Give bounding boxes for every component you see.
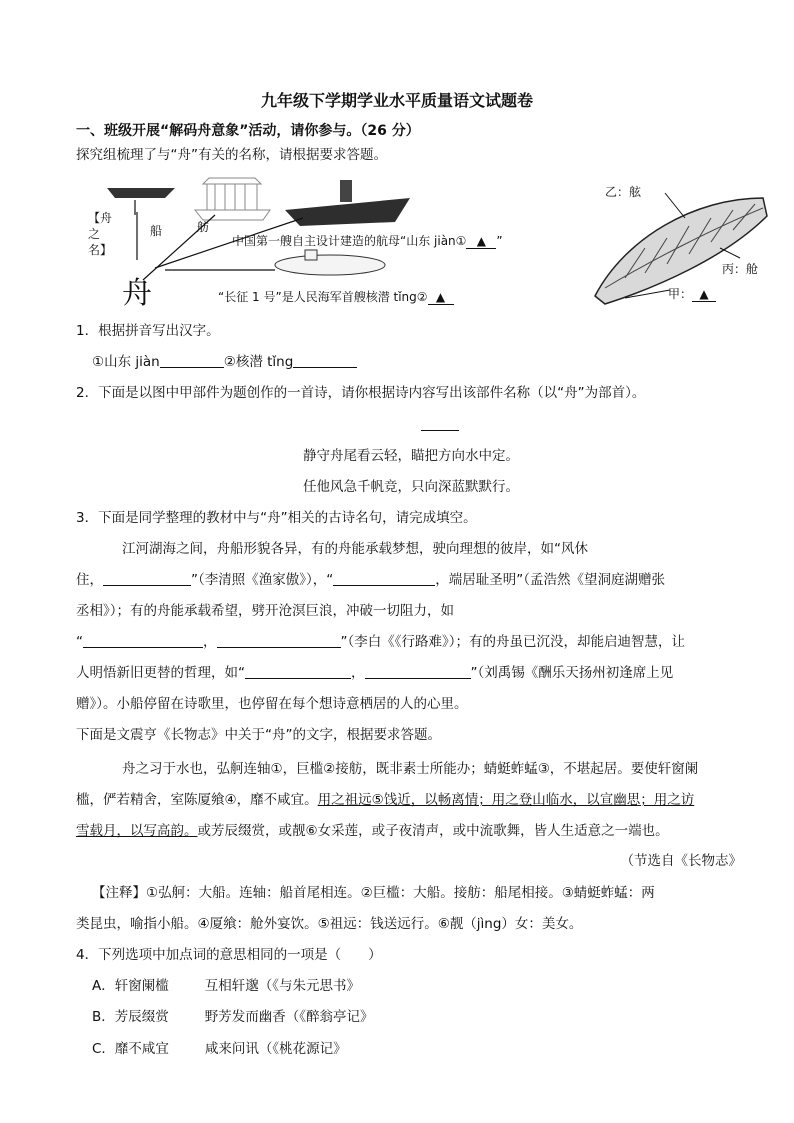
- passage-line-1: 舟之习于水也，弘舸连轴①，巨槛②接舫，既非素士所能办；蜻蜓蚱蜢③，不堪起居。要使轩窗阑: [122, 761, 699, 777]
- answer-blank[interactable]: [245, 664, 351, 679]
- label-bing: 丙：舱: [722, 262, 759, 276]
- small-boat-shape: [107, 188, 175, 198]
- answer-blank-1[interactable]: [160, 353, 224, 368]
- q3-line-6: 赠》）。小船停留在诗歌里，也停留在每个想诗意栖居的人的心里。: [76, 696, 468, 712]
- fang-label: 舫: [197, 220, 210, 234]
- page-title: 九年级下学期学业水平质量语文试题卷: [260, 91, 533, 110]
- q4-option-b[interactable]: B．芳辰缀赏 野芳发而幽香（《醉翁亭记》: [92, 1009, 374, 1025]
- q1-stem: 1．根据拼音写出汉字。: [76, 323, 220, 339]
- answer-blank[interactable]: [83, 633, 203, 648]
- carrier-shape: [285, 198, 410, 226]
- q4-stem: 4．下列选项中加点词的意思相同的一项是（ ）: [76, 947, 382, 963]
- q3-line-4: “ ， ”（李白《《行路难》）；有的舟虽已沉没，却能启迪智慧，让: [76, 634, 685, 650]
- q3-line-2: 住， ”（李清照《渔家傲》），“ ，端居耻圣明”（孟浩然《望洞庭湖赠张: [76, 572, 665, 588]
- zhou-character: 舟: [122, 276, 152, 311]
- submarine-shape: [275, 255, 385, 275]
- triangle-marker: ▲: [428, 290, 454, 305]
- q4-option-c[interactable]: C．靡不咸宜 咸来问讯（《桃花源记》: [92, 1041, 347, 1057]
- answer-blank[interactable]: [333, 571, 435, 586]
- answer-blank[interactable]: [365, 664, 471, 679]
- notes-line-2: 类昆虫，喻指小船。④厦飨：舱外宴饮。⑤祖远：钱送远行。⑥靓（jìng）女：美女。: [76, 916, 583, 932]
- poem-line-2: 任他风急千帆竞，只向深蓝默默行。: [303, 479, 519, 495]
- passage-source: （节选自《长物志》: [620, 853, 742, 869]
- submarine-caption: “长征 1 号”是人民海军首艘核潜 tǐng② ▲: [218, 288, 454, 305]
- label-yi: 乙：舷: [605, 185, 642, 199]
- triangle-marker: ▲: [692, 287, 716, 302]
- pavilion-boat-shape: [195, 178, 270, 220]
- side-label: 【舟之名】: [88, 211, 113, 257]
- notes-line-1: 【注释】①弘舸：大船。连轴：船首尾相连。②巨槛：大船。接舫：船尾相接。③蜻蜓蚱蜢：两: [92, 885, 655, 901]
- q3-line-3: 丞相》）；有的舟能承载希望，劈开沧溟巨浪，冲破一切阻力，如: [76, 603, 454, 619]
- label-jia: 甲： ▲: [668, 285, 716, 302]
- answer-blank-2[interactable]: [293, 353, 357, 368]
- triangle-marker: ▲: [466, 234, 496, 249]
- intro-text: 探究组梳理了与“舟”有关的名称，请根据要求答题。: [76, 147, 387, 163]
- poem-title-blank[interactable]: [421, 430, 459, 431]
- poem-line-1: 静守舟尾看云轻，瞄把方向水中定。: [303, 448, 519, 464]
- chuan-label: 船: [150, 224, 163, 238]
- q3-line-1: 江河湖海之间，舟船形貌各异，有的舟能承载梦想，驶向理想的彼岸，如“风休: [122, 541, 588, 557]
- answer-blank[interactable]: [103, 571, 191, 586]
- q1-answers: ①山东 jiàn ②核潜 tǐng: [92, 353, 357, 371]
- passage-lead: 下面是文震亨《长物志》中关于“舟”的文字，根据要求答题。: [76, 727, 441, 743]
- q3-line-5: 人明悟新旧更替的哲理，如“ ， ”（刘禹锡《酬乐天扬州初逢席上见: [76, 665, 674, 681]
- carrier-caption: 中国第一艘自主设计建造的航母“山东 jiàn① ▲ ”: [232, 234, 503, 248]
- q4-option-a[interactable]: A．轩窗阑槛 互相轩邈（《与朱元思书》: [92, 978, 360, 994]
- passage-line-2: 槛，俨若精舍，室陈厦飨④，靡不咸宜。用之祖远⑤饯近，以畅离情；用之登山临水，以宣幽思；用之访: [76, 792, 695, 808]
- q3-stem: 3．下面是同学整理的教材中与“舟”相关的古诗名句，请完成填空。: [76, 510, 477, 526]
- answer-blank[interactable]: [217, 633, 341, 648]
- passage-line-3: 雪载月，以写高韵。或芳辰缀赏，或靓⑥女采莲，或子夜清声，或中流歌舞，皆人生适意之一端也。: [76, 823, 669, 839]
- section-heading: 一、班级开展“解码舟意象”活动，请你参与。（26 分）: [76, 123, 420, 139]
- q2-stem: 2．下面是以图中甲部件为题创作的一首诗，请你根据诗内容写出该部件名称（以“舟”为部首）。: [76, 385, 646, 401]
